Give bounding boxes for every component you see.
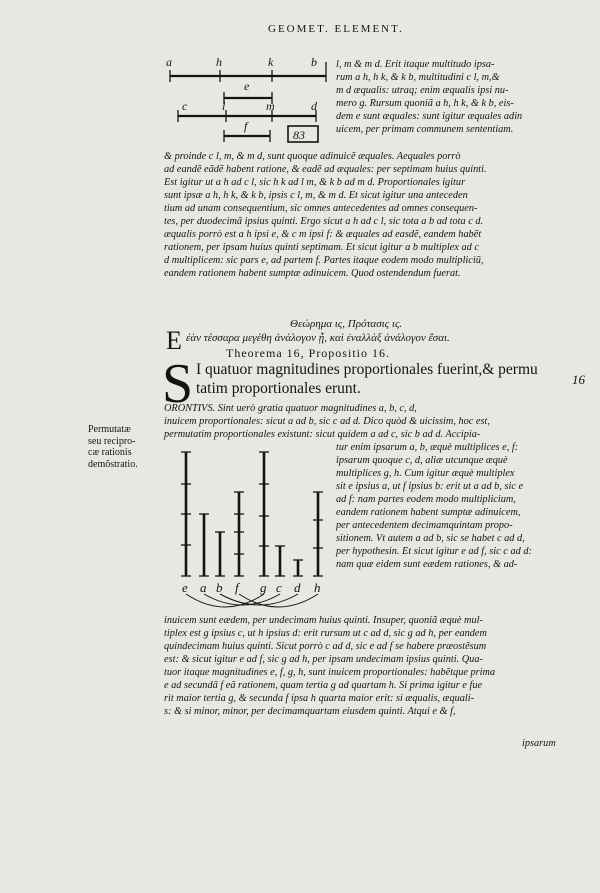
- label-k: k: [268, 55, 274, 69]
- body-line: d multiplicem: sic pars e, ad partem f. Partes itaque eodem modo multipliciũ,: [164, 255, 484, 266]
- intro-line: l, m & m d. Erit itaque multitudo ipsa-: [336, 59, 495, 70]
- label-h: h: [216, 55, 222, 69]
- proportion-figure: [172, 444, 332, 614]
- figure-letters: [182, 580, 321, 595]
- greek-capital: E: [166, 326, 182, 355]
- intro-line: dem e sunt æquales: sunt igitur æquales adin: [336, 111, 523, 122]
- body-line: tes, per duodecimã ipsius quinti. Ergo sicut a h ad c l, sic tota a b ad tota c d.: [164, 216, 484, 227]
- intro-line: mero g. Rursum quoniã a h, h k, & k b, eis-: [336, 98, 514, 109]
- proposition-line: tatim proportionales erunt.: [196, 380, 361, 397]
- label-a: a: [166, 55, 172, 69]
- margin-note-line: Permutatæ: [88, 424, 131, 435]
- right-column: [336, 441, 532, 571]
- body-line: ad eandẽ eãdẽ habent ratione, & eadẽ ad æquales: per septimam huius quinti.: [164, 164, 487, 175]
- figure-arcs: [186, 594, 318, 607]
- greek-theorem-label: Θεώρημα ις, Πρότασις ις.: [290, 318, 403, 330]
- right-line: sitionem. Vt autem a ad b, sic se habet c ad d,: [336, 533, 525, 544]
- right-line: tur enim ipsarum a, b, æquè multiplices e, f:: [336, 442, 519, 453]
- right-line: sit e ipsius a, ut f ipsius b: erit ut a ad b, sic e: [336, 481, 524, 492]
- right-line: per antecedentem decimamquintam propo-: [336, 520, 513, 531]
- closing-line: est: & sicut igitur e ad f, sic g ad h, per ipsam undecimam ipsius quinti. Qua-: [164, 654, 483, 665]
- right-line: ad f: nam partes eodem modo multiplicium,: [336, 494, 516, 505]
- figure-letter: d: [294, 580, 301, 595]
- figure-letter: h: [314, 580, 321, 595]
- right-line: eandem rationem habent sumptæ adinuicem,: [336, 507, 521, 518]
- body-line: rationem, per ipsam huius quinti septimam. Et sicut igitur a b multiplex ad c: [164, 242, 479, 253]
- theorem-label: Theorema 16, Propositio 16.: [226, 346, 390, 360]
- page-number: 16: [572, 372, 585, 387]
- body-line: & proinde c l, m, & m d, sunt quoque adinuicẽ æquales. Aequales porrò: [164, 151, 461, 162]
- orontius-block: [164, 402, 490, 441]
- body-line: æqualis porrò est a h ipsi e, & c m ipsi f: & æquales ad easdẽ, eandem habẽt: [164, 229, 482, 240]
- figure-letter: g: [260, 580, 267, 595]
- intro-line: rum a h, h k, & k b, multitudini c l, m,&: [336, 72, 500, 83]
- margin-note-line: cæ rationis: [88, 447, 132, 458]
- label-f: f: [244, 119, 248, 133]
- closing-line: s: & si minor, minor, per decimamquartam eiusdem quinti. Atqui e & f,: [164, 706, 456, 717]
- catchword: ipsarum: [522, 738, 556, 749]
- label-l: l: [222, 99, 226, 113]
- boxed-number: 83: [293, 128, 305, 142]
- margin-note-line: demõstratio.: [88, 458, 138, 470]
- figure-letter: e: [182, 580, 188, 595]
- orontius-line: inuicem proportionales: sicut a ad b, sic c ad d. Dico quòd & uicissim, hoc est,: [164, 416, 490, 427]
- figure-letter: c: [276, 580, 282, 595]
- body-line: Est igitur ut a h ad c l, sic h k ad l m, & k b ad m d. Proportionales igitur: [164, 177, 466, 188]
- margin-note-line: seu recipro-: [88, 435, 136, 447]
- closing-line: e ad secundã f eã rationem, quam tertia g ad quartam h. Si prima igitur e fue: [164, 680, 483, 691]
- label-m: m: [266, 99, 275, 113]
- label-b: b: [311, 55, 317, 69]
- right-line: ipsarum quoque c, d, aliæ utcunque æquè: [336, 455, 508, 466]
- margin-note: [88, 424, 138, 470]
- closing-line: inuicem sunt eædem, per undecimam huius quinti. Insuper, quoniã æquè mul-: [164, 615, 483, 626]
- right-line: multiplices g, h. Cum igitur æquè multiplex: [336, 468, 515, 479]
- orontius-line: ORONTIVS. Sint uerò gratia quatuor magnitudines a, b, c, d,: [164, 403, 417, 414]
- greek-proposition: ἐὰν τέσσαρα μεγέθη ἀνάλογον ᾖ, καὶ ἐναλλὰξ ἀνάλογον ἔσαι.: [186, 332, 450, 344]
- figure-tick-marks: [181, 452, 323, 576]
- label-c: c: [182, 99, 188, 113]
- right-line: per hypothesin. Et sicut igitur e ad f, sic c ad d:: [336, 546, 532, 557]
- right-line: nam quæ eidem sunt eædem rationes, & ad-: [336, 559, 518, 570]
- body-line: tium ad unam consequentium, sic omnes antecedentes ad omnes consequen-: [164, 203, 478, 214]
- top-figure: [164, 54, 334, 150]
- figure-letter: b: [216, 580, 223, 595]
- intro-line: uicem, per primam communem sententiam.: [336, 124, 514, 135]
- proposition-line: I quatuor magnitudines proportionales fuerint,& permu: [196, 361, 538, 378]
- intro-block: [336, 58, 522, 136]
- label-e: e: [244, 79, 250, 93]
- closing-line: tuor itaque magnitudines e, f, g, h, sunt inuicem proportionales: habẽtque prima: [164, 667, 496, 678]
- label-d: d: [311, 99, 317, 113]
- intro-line: m d æqualis: utraq; enim æqualis ipsi nu-: [336, 85, 509, 96]
- body-line: sunt ipsæ a h, h k, & k b, ipsis c l, m, & m d. Et sicut igitur una anteceden: [164, 190, 468, 201]
- drop-cap: S: [162, 353, 194, 415]
- orontius-line: permutatim proportionales existunt: sicut quidem a ad c, sic b ad d. Accipia-: [164, 429, 481, 440]
- closing-line: quindecimam huius quinti. Sicut porrò c ad d, sic e ad f se habere præostẽsum: [164, 641, 487, 652]
- closing-line: tiplex est g ipsius c, ut h ipsius d: erit rursum ut c ad d, sic g ad h, per eandem: [164, 628, 487, 639]
- closing-line: rit maior tertia g, & secunda f ipsa h quarta maior erit: si æqualis, æquali-: [164, 693, 475, 704]
- body-line: eandem rationem habent sumptæ adinuicem. Quod ostendendum fuerat.: [164, 268, 461, 279]
- figure-letter: a: [200, 580, 207, 595]
- running-head: GEOMET. ELEMENT.: [268, 23, 404, 35]
- body-paragraph: [164, 150, 487, 280]
- closing-paragraph: [164, 614, 495, 718]
- figure-letter: f: [235, 580, 239, 595]
